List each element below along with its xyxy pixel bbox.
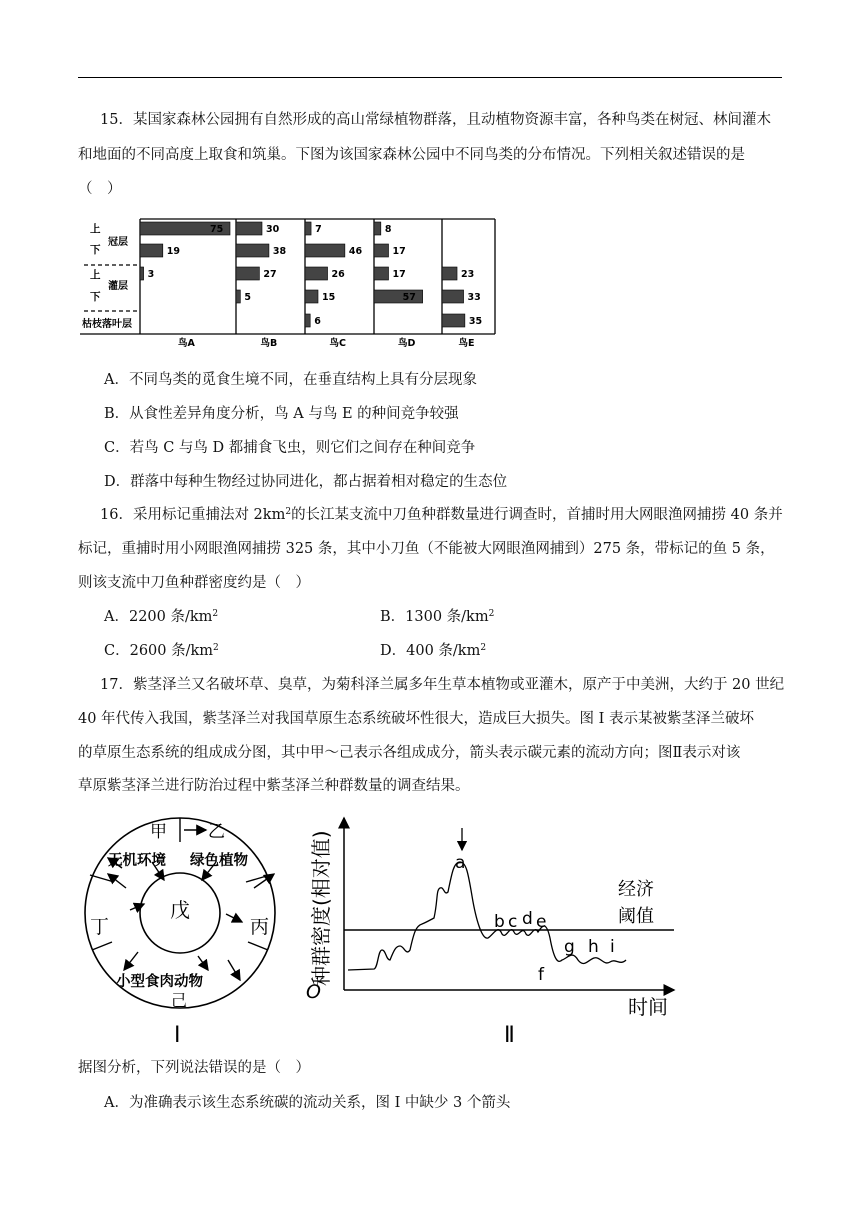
bar-2-4 (236, 290, 240, 303)
point-d-label: d (522, 909, 533, 929)
layer-label-litter: 枯枝落叶层 (82, 319, 132, 330)
bar-2-2 (236, 244, 269, 257)
q15-blank: （ ） (78, 181, 122, 197)
bar-3-3 (305, 267, 328, 280)
origin-label: O (306, 981, 321, 1003)
bird-category-label: 鸟E (458, 338, 475, 349)
bar-1-2 (140, 244, 163, 257)
bar-5-5 (442, 314, 465, 327)
bar-value-label: 6 (314, 316, 321, 327)
label-jia: 甲 (150, 822, 167, 842)
label-green-plants: 绿色植物 (190, 853, 248, 869)
q16-stem-line3: 则该支流中刀鱼种群密度约是（ ） (78, 575, 310, 591)
point-e-label: e (536, 912, 547, 932)
bar-3-5 (305, 314, 310, 327)
point-g-label: g (564, 937, 575, 957)
bar-value-label: 19 (166, 246, 181, 257)
bar-value-label: 8 (384, 224, 392, 235)
bar-value-label: 57 (402, 292, 416, 303)
figure-1-ecosystem-diagram (78, 810, 298, 1050)
q15-option-a[interactable]: A．不同鸟类的觅食生境不同，在垂直结构上具有分层现象 (104, 372, 477, 388)
bird-category-label: 鸟B (260, 338, 278, 349)
bar-3-1 (305, 222, 311, 235)
bar-2-1 (236, 222, 262, 235)
point-f-label: f (538, 965, 544, 985)
bar-3-2 (305, 244, 345, 257)
figure-2-population-chart (282, 800, 692, 1050)
bar-value-label: 35 (468, 316, 483, 327)
q17-question: 据图分析，下列说法错误的是（ ） (78, 1060, 310, 1076)
q15-option-c[interactable]: C．若鸟 C 与鸟 D 都捕食飞虫，则它们之间存在种间竞争 (104, 440, 476, 456)
layer-label-up: 上 (90, 223, 101, 235)
bar-value-label: 15 (322, 292, 336, 303)
label-ji: 己 (171, 991, 188, 1010)
point-a-label: a (455, 853, 466, 873)
bar-value-label: 30 (266, 224, 280, 235)
q16-stem-line1: 16．采用标记重捕法对 $2km^2$的长江某支流中刀鱼种群数量进行调查时，首捕时用大网眼渔网捕捞 40 条并 (100, 507, 783, 523)
header-rule (78, 77, 782, 78)
point-b-label: b (494, 912, 505, 932)
bar-4-2 (374, 244, 389, 257)
bar-value-label: 46 (348, 246, 363, 257)
q16-option-b[interactable]: B．1300 条$/km^2$ (380, 609, 495, 625)
bar-value-label: 26 (331, 269, 345, 280)
bar-value-label: 17 (392, 269, 406, 280)
q15-option-b[interactable]: B．从食性差异角度分析，鸟 A 与鸟 E 的种间竞争较强 (104, 406, 459, 422)
bar-value-label: 38 (272, 246, 287, 257)
q16-option-d[interactable]: D．400 条$/km^2$ (380, 643, 487, 659)
bar-value-label: 75 (210, 224, 224, 235)
label-yi: 乙 (208, 822, 225, 842)
point-i-label: i (610, 937, 615, 957)
figure-2-caption: Ⅱ (504, 1023, 515, 1048)
label-small-carnivore: 小型食肉动物 (116, 974, 203, 990)
q16-option-a[interactable]: A．2200 条$/km^2$ (104, 609, 219, 625)
point-c-label: c (508, 912, 518, 932)
bird-category-label: 鸟A (178, 338, 195, 349)
bar-4-1 (374, 222, 381, 235)
q15-stem-line1: 15．某国家森林公园拥有自然形成的高山常绿植物群落，且动植物资源丰富，各种鸟类在树冠、林间灌木 (100, 112, 771, 128)
layer-label-up: 上 (90, 269, 101, 281)
label-bing: 丙 (250, 916, 270, 938)
layer-label-down: 下 (90, 244, 101, 256)
figure-1-caption: Ⅰ (174, 1023, 181, 1048)
q15-option-d[interactable]: D．群落中每种生物经过协同进化，都占据着相对稳定的生态位 (104, 474, 508, 490)
label-ding: 丁 (90, 916, 110, 938)
bird-distribution-chart (80, 212, 500, 352)
bar-value-label: 7 (315, 224, 322, 235)
layer-label-shrub: 灌层 (108, 281, 128, 292)
bird-category-label: 鸟D (398, 338, 416, 349)
layer-label-canopy: 冠层 (108, 237, 128, 248)
bar-value-label: 33 (467, 292, 481, 303)
q17-stem-line2: 40 年代传入我国，紫茎泽兰对我国草原生态系统破坏性很大，造成巨大损失。图 I 表示某被紫茎泽兰破坏 (78, 711, 755, 727)
bar-4-3 (374, 267, 389, 280)
bar-5-4 (442, 290, 464, 303)
bar-value-label: 23 (461, 269, 475, 280)
bar-value-label: 3 (147, 269, 155, 280)
q17-stem-line1: 17．紫茎泽兰又名破坏草、臭草，为菊科泽兰属多年生草本植物或亚灌木，原产于中美洲，大约于 20 世纪 (100, 677, 785, 693)
q16-option-c[interactable]: C．2600 条$/km^2$ (104, 643, 219, 659)
bar-value-label: 17 (392, 246, 406, 257)
population-curve (348, 862, 626, 970)
q17-stem-line3: 的草原生态系统的组成成分图，其中甲～己表示各组成成分，箭头表示碳元素的流动方向；图Ⅱ表示对该 (78, 745, 741, 761)
q16-stem-line2: 标记，重捕时用小网眼渔网捕捞 325 条，其中小刀鱼（不能被大网眼渔网捕到）275 条，带标记的鱼 5 条， (78, 541, 775, 557)
x-axis-label: 时间 (628, 995, 668, 1019)
bird-category-label: 鸟C (329, 338, 346, 349)
label-inorganic-environment: 无机环境 (108, 853, 166, 869)
bar-2-3 (236, 267, 259, 280)
point-h-label: h (588, 937, 599, 957)
bar-value-label: 27 (263, 269, 277, 280)
bar-5-3 (442, 267, 457, 280)
y-axis-label: 种群密度(相对值) (309, 830, 333, 986)
bar-3-4 (305, 290, 318, 303)
bar-1-3 (140, 267, 144, 280)
q15-stem-line2: 和地面的不同高度上取食和筑巢。下图为该国家森林公园中不同鸟类的分布情况。下列相关叙述错误的是 (78, 147, 745, 163)
layer-label-down: 下 (90, 291, 101, 303)
q17-stem-line4: 草原紫茎泽兰进行防治过程中紫茎泽兰种群数量的调查结果。 (78, 778, 470, 794)
q17-option-a[interactable]: A．为准确表示该生态系统碳的流动关系，图 I 中缺少 3 个箭头 (104, 1095, 511, 1111)
threshold-label-line1: 经济 (618, 879, 654, 900)
bar-value-label: 5 (244, 292, 251, 303)
threshold-label-line2: 阈值 (618, 906, 654, 927)
label-wu: 戊 (170, 898, 190, 922)
